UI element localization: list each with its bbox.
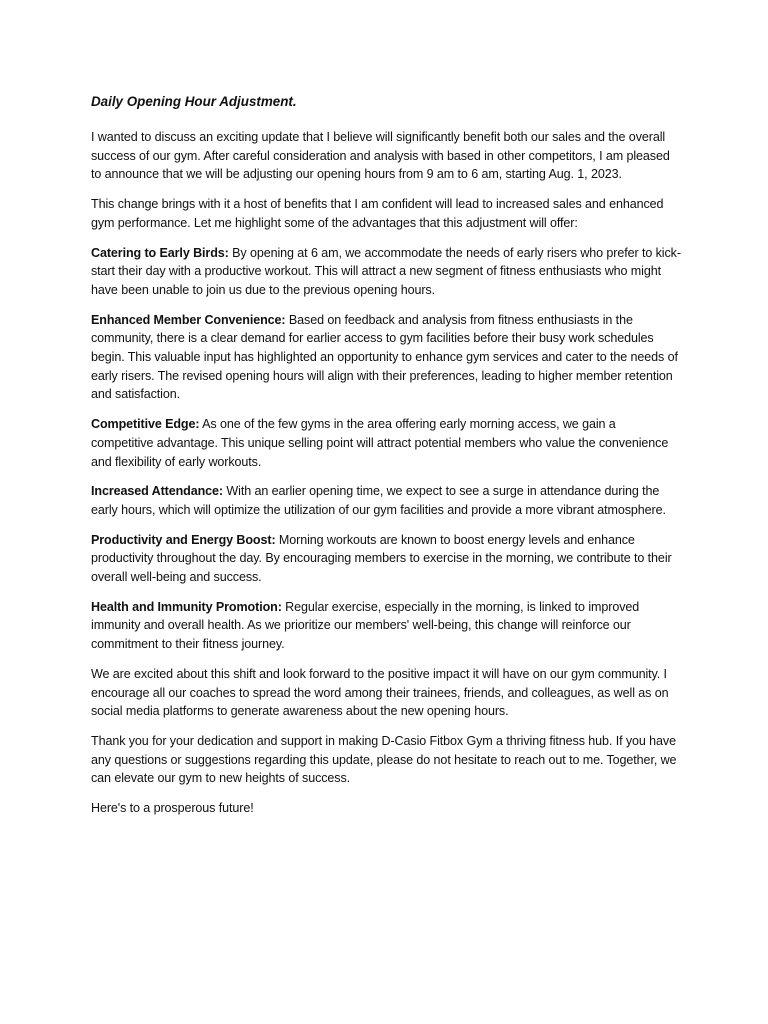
- document-title: Daily Opening Hour Adjustment.: [91, 94, 297, 109]
- paragraph-lead: Enhanced Member Convenience:: [91, 312, 286, 327]
- paragraph-excited: [91, 665, 681, 721]
- paragraph-lead: Health and Immunity Promotion:: [91, 599, 282, 614]
- paragraph-text: Based on feedback and analysis from fitness enthusiasts in the community, there is a clear demand for earlier access to gym facilities before their busy work schedules begin. This valuable input has highlighted an opportunity to enhance gym services and cater to the needs of early risers. The revised opening hours will align with their preferences, leading to higher member retention and satisfaction.: [91, 312, 678, 402]
- paragraph-member-convenience: [91, 311, 681, 405]
- paragraph-intro: [91, 128, 681, 184]
- paragraph-closing: [91, 799, 681, 818]
- paragraph-text: Morning workouts are known to boost energy levels and enhance productivity throughout the day. By encouraging members to exercise in the morning, we contribute to their overall well-being and success.: [91, 532, 672, 585]
- paragraph-attendance: [91, 482, 681, 519]
- paragraph-lead: Increased Attendance:: [91, 484, 224, 499]
- paragraph-lead: Competitive Edge:: [91, 417, 200, 432]
- paragraph-text: This change brings with it a host of benefits that I am confident will lead to increased sales and enhanced gym performance. Let me highlight some of the advantages that this adjustment will offer:: [91, 197, 664, 230]
- paragraph-text: I wanted to discuss an exciting update that I believe will significantly benefit both our sales and the overall success of our gym. After careful consideration and analysis with based in other competitors, I am pleased to announce that we will be adjusting our opening hours from 9 am to 6 am, starting Aug. 1, 2023.: [91, 130, 670, 182]
- paragraph-productivity: [91, 531, 681, 587]
- document-page: [91, 93, 681, 829]
- paragraph-health: [91, 598, 681, 654]
- paragraph-text: By opening at 6 am, we accommodate the needs of early risers who prefer to kick-start their day with a productive workout. This will attract a new segment of fitness enthusiasts who might have been unable to join us due to the previous opening hours.: [91, 245, 681, 297]
- paragraph-text: Here's to a prosperous future!: [91, 801, 254, 816]
- paragraph-early-birds: [91, 244, 681, 300]
- paragraph-competitive-edge: [91, 415, 681, 471]
- paragraph-text: We are excited about this shift and look forward to the positive impact it will have on our gym community. I encourage all our coaches to spread the word among their trainees, friends, and colleagues, as well as on social media platforms to generate awareness about the new opening hours.: [91, 666, 669, 719]
- paragraph-text: As one of the few gyms in the area offering early morning access, we gain a competitive advantage. This unique selling point will attract potential members who value the convenience and flexibility of early workouts.: [91, 417, 669, 469]
- paragraph-thank-you: [91, 732, 681, 788]
- paragraph-text: Thank you for your dedication and support in making D-Casio Fitbox Gym a thriving fitness hub. If you have any questions or suggestions regarding this update, please do not hesitate to reach out to me. Together, we can elevate our gym to new heights of success.: [91, 733, 677, 786]
- paragraph-text: With an earlier opening time, we expect to see a surge in attendance during the early hours, which will optimize the utilization of our gym facilities and provide a more vibrant atmosphere.: [91, 484, 666, 517]
- paragraph-text: Regular exercise, especially in the morning, is linked to improved immunity and overall health. As we prioritize our members' well-being, this change will reinforce our commitment to their fitness journey.: [91, 599, 640, 652]
- paragraph-lead: Productivity and Energy Boost:: [91, 532, 276, 547]
- paragraph-lead: Catering to Early Birds:: [91, 245, 229, 260]
- paragraph-benefits-intro: [91, 195, 681, 232]
